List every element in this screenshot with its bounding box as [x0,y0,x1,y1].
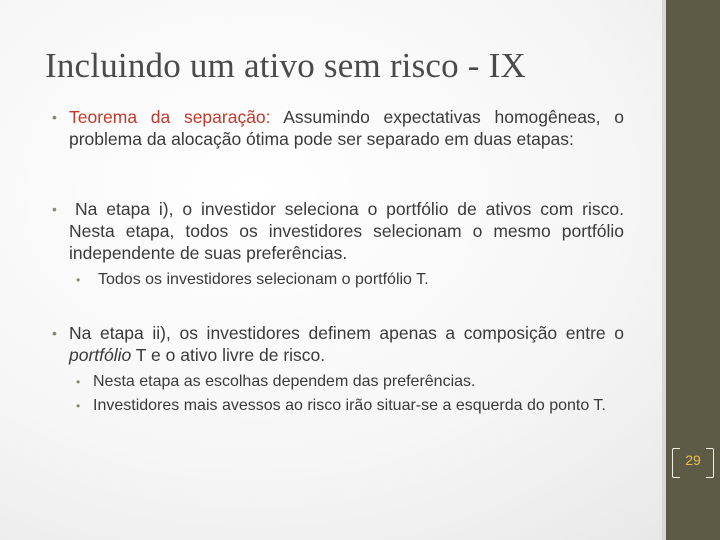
bullet-bold-label: Teorema da separação: [69,107,271,127]
bullet-text: Assumindo expectativas homogêneas, o problema da alocação ótima pode ser separado em duas etapas: [69,107,624,149]
bullet-separation-theorem [52,106,624,150]
bullet-text: Na etapa i), o investidor seleciona o portfólio de ativos com risco. Nesta etapa, todos os investidores selecionam o mesmo portfólio independente de suas preferências. [69,199,624,263]
sub-bullet-portfolio-t [52,270,624,290]
bullet-marker: • [52,201,57,217]
sub-bullet-marker: • [76,273,81,287]
sub-bullet-marker: • [76,399,81,413]
bullet-italic: portfólio [69,345,132,365]
bullet-stage-one [52,198,624,264]
slide-title: Incluindo um ativo sem risco - IX [45,46,526,85]
page-number: 29 [685,452,701,468]
bullet-stage-two [52,322,624,366]
sub-bullet-marker: • [76,375,81,389]
sub-bullet-preferences [52,372,624,392]
bullet-marker: • [52,325,57,341]
bullet-text-after: T e o ativo livre de risco. [131,345,326,365]
sub-bullet-risk-averse [52,396,624,416]
slide-content [52,106,624,416]
bullet-marker: • [52,109,57,125]
page-number-badge [672,448,714,478]
sub-bullet-text: Nesta etapa as escolhas dependem das preferências. [93,373,476,390]
sub-bullet-text: Investidores mais avessos ao risco irão situar-se a esquerda do ponto T. [93,397,606,414]
sub-bullet-text: Todos os investidores selecionam o portfólio T. [98,271,429,288]
bullet-text-before: Na etapa ii), os investidores definem apenas a composição entre o [69,323,624,343]
